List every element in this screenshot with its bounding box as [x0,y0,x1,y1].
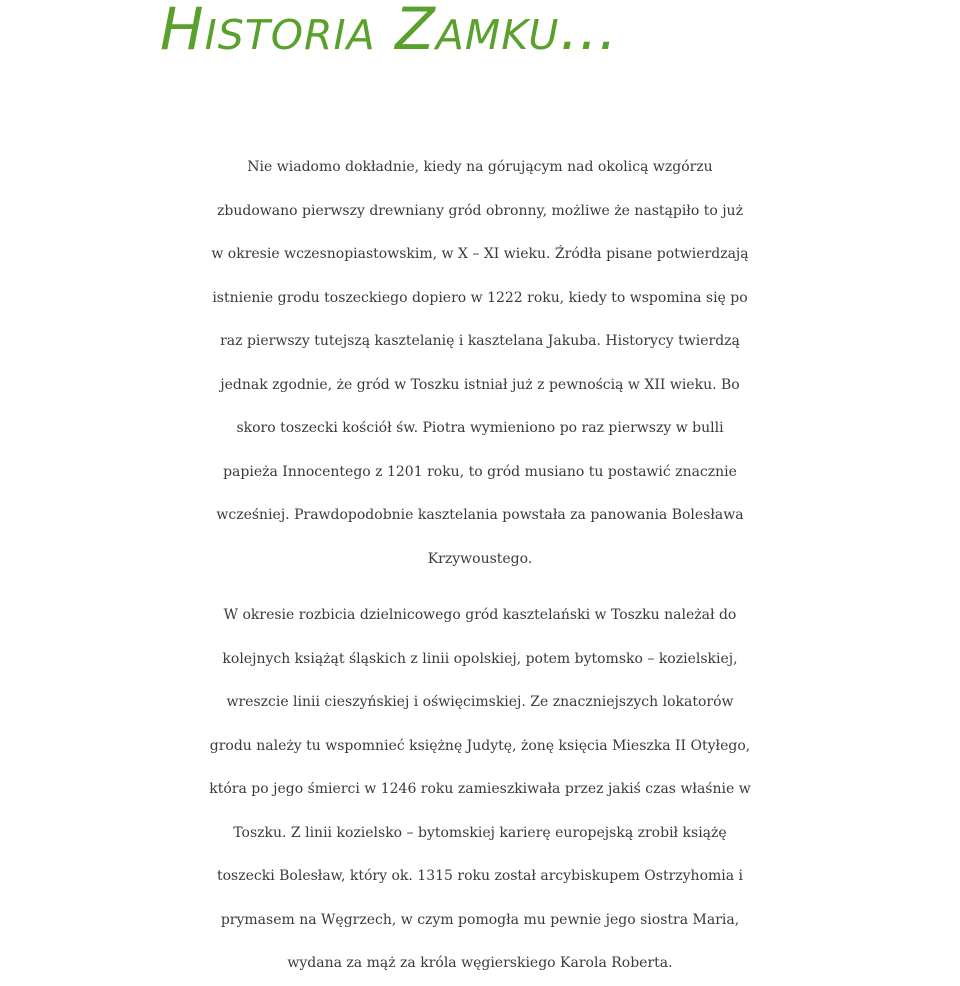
paragraph-line: Krzywoustego. [427,550,533,567]
paragraph-line: W okresie rozbicia dzielnicowego gród kasztelański w Toszku należał do [223,607,737,623]
paragraph-line: toszecki Bolesław, który ok. 1315 roku został arcybiskupem Ostrzyhomia i [216,868,744,884]
paragraph-line: w okresie wczesnopiastowskim, w X – XI wieku. Źródła pisane potwierdzają [211,246,749,262]
paragraph-line: istnienie grodu toszeckiego dopiero w 1222 roku, kiedy to wspomina się po [212,289,748,306]
page-title: Historia Zamku… [160,0,619,63]
paragraph-line: Nie wiadomo dokładnie, kiedy na górującym nad okolicą wzgórzu [247,159,713,175]
paragraph-line: raz pierwszy tutejszą kasztelanię i kasztelana Jakuba. Historycy twierdzą [220,333,740,349]
paragraph-line: wydana za mąż za króla węgierskiego Karola Roberta. [287,955,673,971]
paragraph-line: jednak zgodnie, że gród w Toszku istniał już z pewnością w XII wieku. Bo [220,376,740,393]
paragraph-line: kolejnych książąt śląskich z linii opolskiej, potem bytomsko – kozielskiej, [222,650,738,667]
paragraph-line: która po jego śmierci w 1246 roku zamieszkiwała przez jakiś czas właśnie w [209,781,751,797]
paragraph-1 [0,146,960,581]
paragraph-line: wreszcie linii cieszyńskiej i oświęcimskiej. Ze znaczniejszych lokatorów [226,694,734,710]
paragraph-2 [0,594,960,986]
paragraph-line: zbudowano pierwszy drewniany gród obronny, możliwe że nastąpiło to już [217,202,743,219]
paragraph-line: grodu należy tu wspomnieć księżnę Judytę, żonę księcia Mieszka II Otyłego, [209,737,751,754]
paragraph-line: papieża Innocentego z 1201 roku, to gród musiano tu postawić znacznie [223,463,737,480]
paragraph-line: prymasem na Węgrzech, w czym pomogła mu pewnie jego siostra Maria, [220,911,740,928]
paragraph-line: skoro toszecki kościół św. Piotra wymieniono po raz pierwszy w bulli [236,420,724,436]
paragraph-line: wcześniej. Prawdopodobnie kasztelania powstała za panowania Bolesława [216,507,744,523]
paragraph-line: Toszku. Z linii kozielsko – bytomskiej karierę europejską zrobił książę [233,824,727,841]
